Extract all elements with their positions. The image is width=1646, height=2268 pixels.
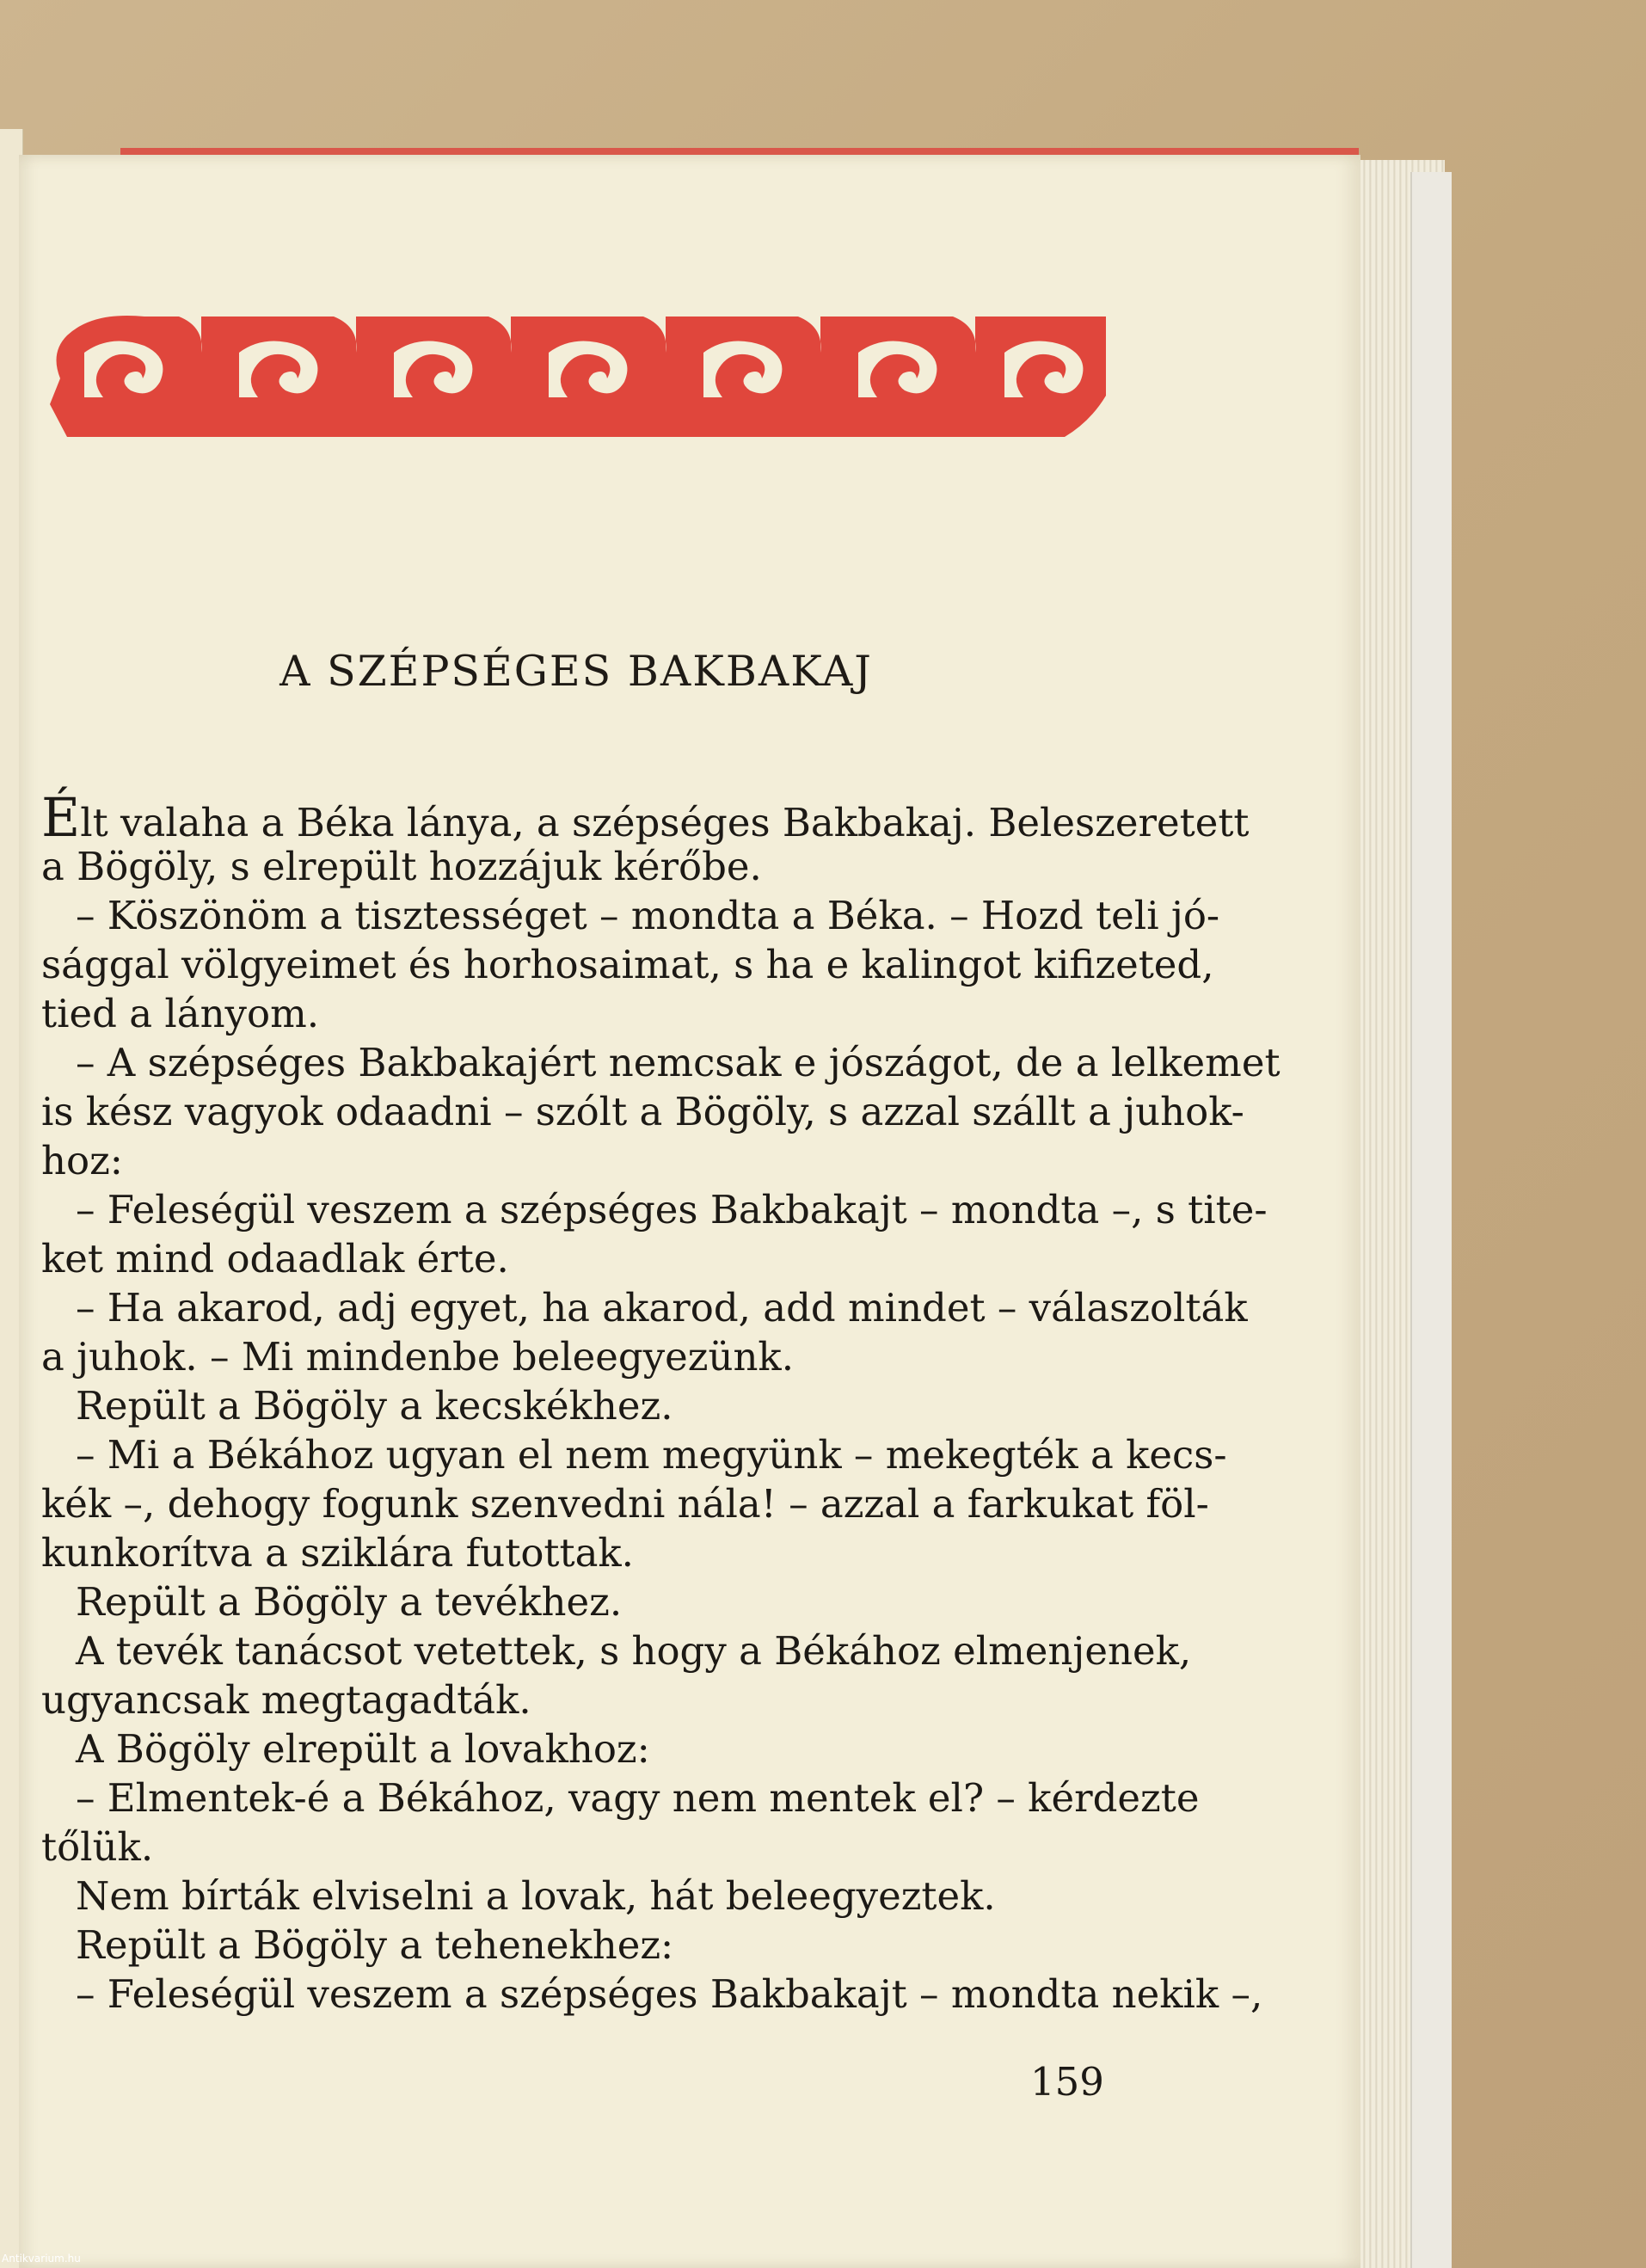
text-line: tied a lányom. xyxy=(41,991,320,1036)
drop-cap: É xyxy=(41,786,81,849)
text-line: – Elmentek-é a Békához, vagy nem mentek el? – kérdezte xyxy=(76,1775,1200,1821)
text-line-1 xyxy=(41,786,1250,849)
text-line: tőlük. xyxy=(41,1824,154,1870)
text-line: kunkorítva a sziklára futottak. xyxy=(41,1530,634,1576)
text-line: ugyancsak megtagadták. xyxy=(41,1677,531,1723)
watermark: Antikvarium.hu xyxy=(2,2253,81,2265)
text-line: is kész vagyok odaadni – szólt a Bögöly, s azzal szállt a juhok- xyxy=(41,1089,1244,1134)
text-line: – Mi a Békához ugyan el nem megyünk – mekegték a kecs- xyxy=(76,1432,1227,1478)
text-line: ket mind odaadlak érte. xyxy=(41,1236,509,1282)
chapter-title: A SZÉPSÉGES BAKBAKAJ xyxy=(279,647,873,696)
text-line: – Ha akarod, adj egyet, ha akarod, add mindet – válaszolták xyxy=(76,1285,1248,1331)
back-cover-edge xyxy=(1410,172,1452,2268)
text-line: hoz: xyxy=(41,1138,123,1183)
text-line: a juhok. – Mi mindenbe beleegyezünk. xyxy=(41,1334,794,1380)
text-line: – A szépséges Bakbakajért nemcsak e jószágot, de a lelkemet xyxy=(76,1040,1281,1085)
text-line: Repült a Bögöly a tehenekhez: xyxy=(76,1922,674,1968)
red-scroll-ornament-icon xyxy=(50,292,1106,437)
text-line: A tevék tanácsot vetettek, s hogy a Békához elmenjenek, xyxy=(76,1628,1192,1674)
text-line: Repült a Bögöly a tevékhez. xyxy=(76,1579,623,1625)
page-number: 159 xyxy=(1030,2059,1104,2105)
text-line: A Bögöly elrepült a lovakhoz: xyxy=(76,1726,650,1772)
first-line-rest: lt valaha a Béka lánya, a szépséges Bakbakaj. Beleszeretett xyxy=(80,800,1250,845)
text-line: Nem bírták elviselni a lovak, hát beleegyeztek. xyxy=(76,1873,996,1919)
text-line: – Feleségül veszem a szépséges Bakbakajt – mondta –, s tite- xyxy=(76,1187,1268,1232)
text-line: – Köszönöm a tisztességet – mondta a Béka. – Hozd teli jó- xyxy=(76,893,1220,938)
text-line: Repült a Bögöly a kecskékhez. xyxy=(76,1383,673,1429)
text-line: – Feleségül veszem a szépséges Bakbakajt – mondta nekik –, xyxy=(76,1971,1263,2017)
text-line: a Bögöly, s elrepült hozzájuk kérőbe. xyxy=(41,844,762,889)
story-text xyxy=(41,786,1281,2019)
text-line: sággal völgyeimet és horhosaimat, s ha e kalingot kifizeted, xyxy=(41,942,1214,987)
text-line: kék –, dehogy fogunk szenvedni nála! – azzal a farkukat föl- xyxy=(41,1481,1209,1527)
